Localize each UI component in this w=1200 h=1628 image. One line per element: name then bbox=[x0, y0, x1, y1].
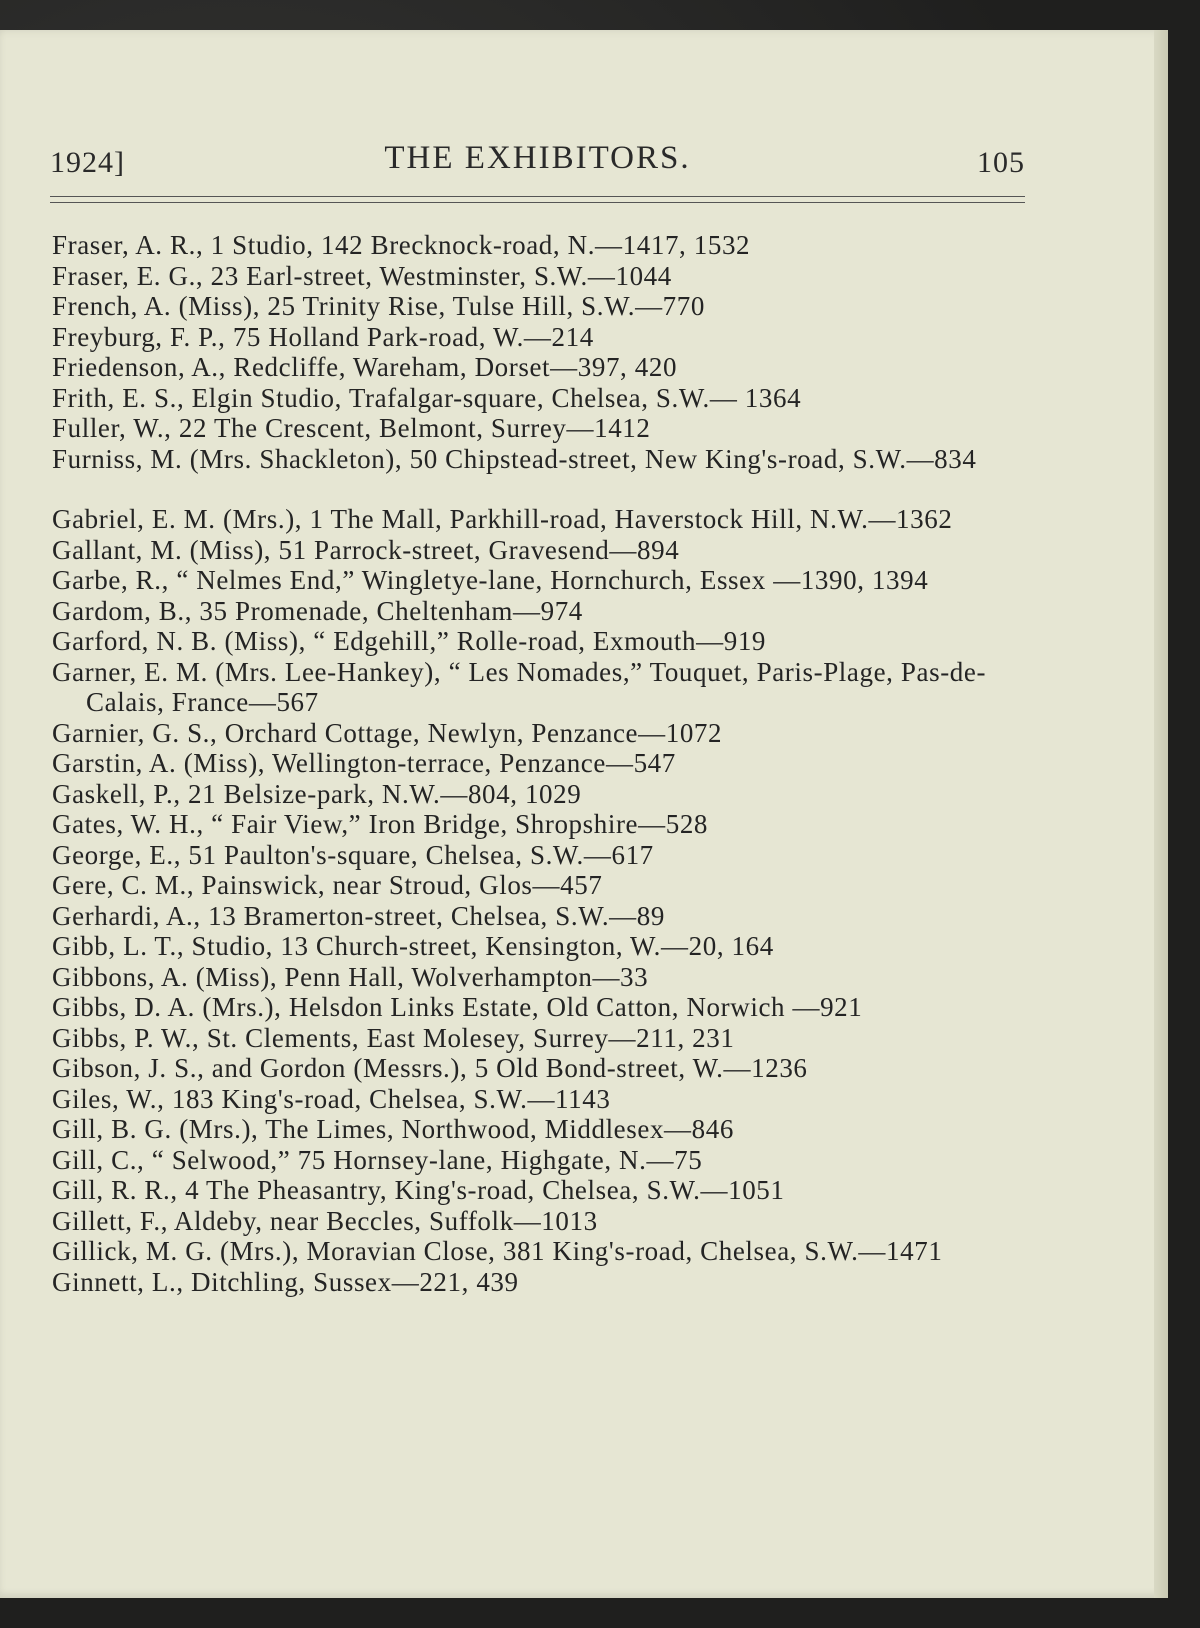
list-item: Gillett, F., Aldeby, near Beccles, Suffolk—1013 bbox=[52, 1205, 598, 1236]
list-item: Garford, N. B. (Miss), “ Edgehill,” Rolle-road, Exmouth—919 bbox=[52, 626, 767, 656]
list-item: Garner, E. M. (Mrs. Lee-Hankey), “ Les Nomades,” Touquet, Paris-Plage, Pas-de-Calais, France—567 bbox=[52, 656, 987, 717]
running-head-year: 1924] bbox=[50, 146, 125, 179]
list-item: Frith, E. S., Elgin Studio, Trafalgar-square, Chelsea, S.W.— 1364 bbox=[52, 382, 802, 413]
list-item: Gallant, M. (Miss), 51 Parrock-street, Gravesend—894 bbox=[52, 534, 680, 565]
list-item: Gill, B. G. (Mrs.), The Limes, Northwood, Middlesex—846 bbox=[52, 1114, 734, 1144]
page-number: 105 bbox=[977, 146, 1025, 179]
list-item: Gill, C., “ Selwood,” 75 Hornsey-lane, Highgate, N.—75 bbox=[52, 1144, 703, 1175]
list-item: Garnier, G. S., Orchard Cottage, Newlyn, Penzance—1072 bbox=[52, 717, 723, 748]
list-item: Gill, R. R., 4 The Pheasantry, King's-road, Chelsea, S.W.—1051 bbox=[52, 1175, 785, 1205]
list-item: Freyburg, F. P., 75 Holland Park-road, W.—214 bbox=[52, 321, 594, 352]
list-item: George, E., 51 Paulton's-square, Chelsea, S.W.—617 bbox=[52, 839, 654, 870]
list-item: Gibbons, A. (Miss), Penn Hall, Wolverhampton—33 bbox=[52, 961, 649, 992]
list-item: Garbe, R., “ Nelmes End,” Wingletye-lane, Hornchurch, Essex —1390, 1394 bbox=[52, 565, 929, 595]
list-item: Gibbs, D. A. (Mrs.), Helsdon Links Estate, Old Catton, Norwich —921 bbox=[52, 992, 863, 1022]
list-item: Ginnett, L., Ditchling, Sussex—221, 439 bbox=[52, 1266, 519, 1297]
header-rule-top bbox=[50, 196, 1025, 197]
section-gap bbox=[52, 474, 1032, 504]
list-item: Gillick, M. G. (Mrs.), Moravian Close, 381 King's-road, Chelsea, S.W.—1471 bbox=[52, 1236, 943, 1266]
exhibitor-list bbox=[52, 230, 1032, 1297]
list-item: Gabriel, E. M. (Mrs.), 1 The Mall, Parkhill-road, Haverstock Hill, N.W.—1362 bbox=[52, 504, 953, 534]
list-item: Gere, C. M., Painswick, near Stroud, Glos—457 bbox=[52, 870, 603, 900]
list-item: French, A. (Miss), 25 Trinity Rise, Tulse Hill, S.W.—770 bbox=[52, 291, 705, 321]
list-item: Gaskell, P., 21 Belsize-park, N.W.—804, 1029 bbox=[52, 778, 582, 809]
page-title: THE EXHIBITORS. bbox=[384, 140, 691, 176]
list-item: Gates, W. H., “ Fair View,” Iron Bridge, Shropshire—528 bbox=[52, 809, 709, 839]
list-item: Gibbs, P. W., St. Clements, East Molesey, Surrey—211, 231 bbox=[52, 1022, 735, 1053]
list-item: Fraser, A. R., 1 Studio, 142 Brecknock-road, N.—1417, 1532 bbox=[52, 230, 751, 260]
list-item: Gardom, B., 35 Promenade, Cheltenham—974 bbox=[52, 595, 583, 626]
list-item: Gerhardi, A., 13 Bramerton-street, Chelsea, S.W.—89 bbox=[52, 900, 665, 931]
list-item: Garstin, A. (Miss), Wellington-terrace, Penzance—547 bbox=[52, 748, 676, 778]
header-rule-bottom bbox=[50, 202, 1025, 203]
list-item: Furniss, M. (Mrs. Shackleton), 50 Chipstead-street, New King's-road, S.W.—834 bbox=[52, 443, 977, 474]
list-item: Fraser, E. G., 23 Earl-street, Westminster, S.W.—1044 bbox=[52, 260, 672, 291]
list-item: Friedenson, A., Redcliffe, Wareham, Dorset—397, 420 bbox=[52, 352, 678, 382]
list-item: Gibson, J. S., and Gordon (Messrs.), 5 Old Bond-street, W.—1236 bbox=[52, 1053, 808, 1083]
list-item: Fuller, W., 22 The Crescent, Belmont, Surrey—1412 bbox=[52, 413, 651, 443]
page-edge bbox=[1154, 30, 1168, 1598]
list-item: Giles, W., 183 King's-road, Chelsea, S.W.—1143 bbox=[52, 1083, 611, 1114]
list-item: Gibb, L. T., Studio, 13 Church-street, Kensington, W.—20, 164 bbox=[52, 931, 774, 961]
running-head bbox=[50, 140, 1025, 190]
